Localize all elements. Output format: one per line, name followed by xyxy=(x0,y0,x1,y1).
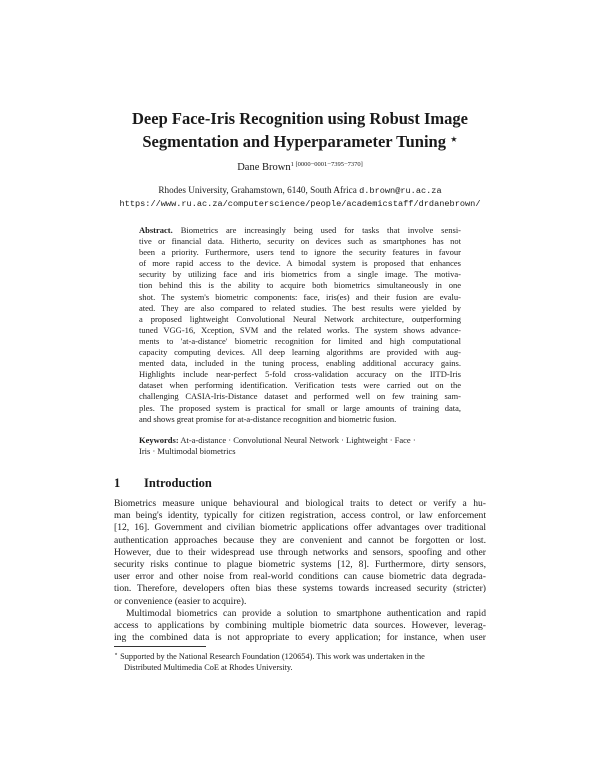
author-email[interactable]: d.brown@ru.ac.za xyxy=(359,186,442,196)
footnote-line: Distributed Multimedia CoE at Rhodes University. xyxy=(124,662,293,672)
body-line: tion. Therefore, developers often bias these systems towards increased security (stricter) xyxy=(114,583,486,595)
keywords-line: Iris · Multimodal biometrics xyxy=(139,446,236,457)
body-line: Biometrics measure unique behavioural and biological traits to detect or verify a hu- xyxy=(114,498,486,509)
author-name: Dane Brown xyxy=(237,162,291,173)
title-line-2-text: Segmentation and Hyperparameter Tuning xyxy=(142,132,446,151)
abstract-line: Highlights include near-perfect 5-fold cross-validation accuracy on the IITD-Iris xyxy=(139,369,461,380)
body-line: user error and other noise from real-world conditions can cause biometric data degrada- xyxy=(114,571,486,583)
introduction-text xyxy=(114,498,486,644)
keywords xyxy=(139,435,461,457)
body-line: access to applications by combining multiple biometric data sources. However, leverag- xyxy=(114,620,486,632)
body-line: security risks continue to plague biometric systems [12, 8]. Furthermore, dirty sensors, xyxy=(114,559,486,571)
affiliation-block xyxy=(0,184,600,210)
affiliation-line xyxy=(0,184,600,198)
author-orcid: 1 [0000−0001−7395−7370] xyxy=(290,161,363,168)
footnote-divider xyxy=(114,646,206,647)
abstract-line: been a priority. Furthermore, users tend to ignore the security features in favour xyxy=(139,247,461,258)
keywords-label: Keywords: xyxy=(139,435,179,445)
abstract-line: ments to 'at-a-distance' biometric recognition for limited and high computational xyxy=(139,335,461,346)
body-line: [12, 16]. Government and civilian biometric applications offer advantages over traditional xyxy=(114,522,486,534)
abstract-line: of more rapid access to the device. A bimodal system is proposed that enhances xyxy=(139,258,461,269)
title-line-1: Deep Face-Iris Recognition using Robust Image xyxy=(132,109,468,128)
footnote-mark: ⋆ xyxy=(114,651,119,658)
section-heading xyxy=(114,476,212,491)
abstract-line: challenging CASIA-Iris-Distance dataset and performed well on few training sam- xyxy=(139,391,461,402)
abstract-line: tion behind this is the ability to acquire both biometrics simultaneously in one xyxy=(139,280,461,291)
body-line: man being's identity, typically for citizen registration, access control, or law enforcement xyxy=(114,510,486,522)
body-line: authentication approaches because they are convenient and cannot be forgotten or lost. xyxy=(114,534,486,546)
abstract-label: Abstract. xyxy=(139,225,173,235)
body-line: ing the combined data is not appropriate to every application; for instance, when user xyxy=(114,632,486,644)
abstract-line: a proposed lightweight Convolutional Neural Network architecture, outperforming xyxy=(139,313,461,324)
abstract-line: tive or financial data. Hitherto, security on devices such as smartphones has not xyxy=(139,236,461,247)
body-line: Multimodal biometrics can provide a solution to smartphone authentication and rapid xyxy=(126,607,486,619)
paper-title xyxy=(0,108,600,152)
author-line xyxy=(0,161,600,173)
abstract-line: dataset when performing identification. Verification tests were carried out on the xyxy=(139,380,461,391)
abstract-line: ples. The proposed system is practical for small or large amounts of training data, xyxy=(139,402,461,413)
title-line-2 xyxy=(0,129,600,152)
keywords-line: Keywords: At-a-distance · Convolutional Neural Network · Lightweight · Face · xyxy=(139,435,416,445)
body-line: However, due to their widespread use through networks and sensors, spoofing and other xyxy=(114,546,486,558)
footnote-line: ⋆ Supported by the National Research Foundation (120654). This work was undertaken in the xyxy=(114,651,425,661)
section-title: Introduction xyxy=(144,476,212,490)
abstract-line: tuned VGG-16, Xception, SVM and the related works. The system shows advance- xyxy=(139,324,461,335)
footnote xyxy=(114,650,486,673)
abstract-line: and shows great promise for at-a-distance recognition and biometric fusion. xyxy=(139,413,397,424)
section-number: 1 xyxy=(114,476,121,490)
abstract-line: Abstract. Biometrics are increasingly being used for tasks that involve sensi- xyxy=(139,225,462,235)
abstract-line: mented data, included in the tuning process, enabling additional accuracy gains. xyxy=(139,358,461,369)
body-line: or convenience (easier to acquire). xyxy=(114,595,247,607)
author-url[interactable]: https://www.ru.ac.za/computerscience/people/academicstaff/drdanebrown/ xyxy=(119,198,481,209)
abstract-line: ated. They are also compared to related studies. The best results were yielded by xyxy=(139,302,461,313)
abstract xyxy=(139,225,461,425)
affiliation-text: Rhodes University, Grahamstown, 6140, South Africa xyxy=(158,185,360,195)
title-footnote-mark: ⋆ xyxy=(450,132,458,146)
abstract-line: shot. The system's biometric components: face, iris(es) and their fusion are evalu- xyxy=(139,291,461,302)
abstract-line: security by utilizing face and iris biometrics from a single image. The motiva- xyxy=(139,269,461,280)
abstract-line: capacity computing devices. All deep learning algorithms are provided with aug- xyxy=(139,347,461,358)
